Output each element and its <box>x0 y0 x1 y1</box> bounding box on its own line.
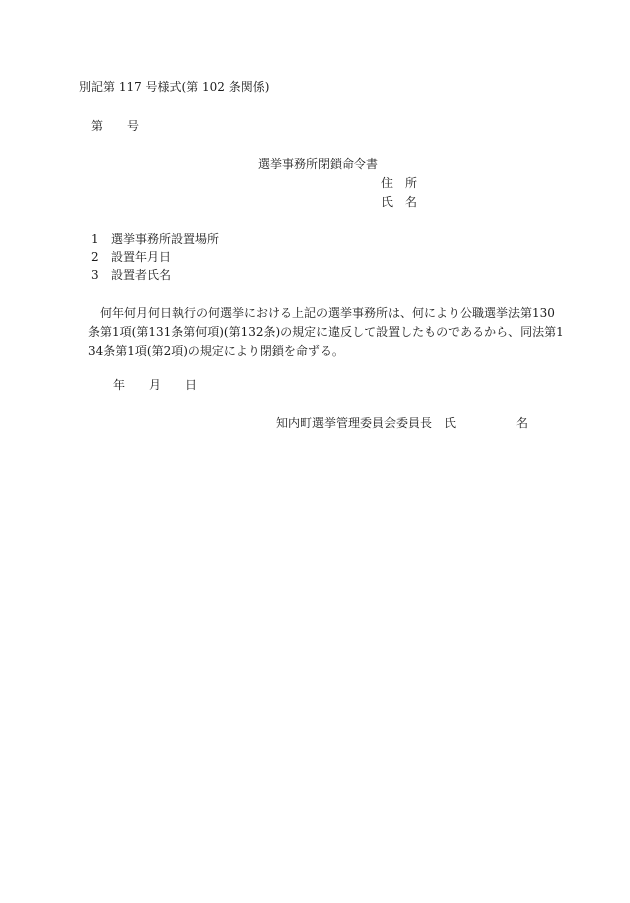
document-title: 選挙事務所閉鎖命令書 <box>258 157 379 171</box>
name-label: 氏 名 <box>381 195 418 209</box>
item-number: 2 <box>91 250 99 264</box>
item-number: 3 <box>91 268 99 282</box>
list-item <box>91 248 219 266</box>
body-line: 条第1項(第131条第何項)(第132条)の規定に違反して設置したものであるから、同法第1 <box>88 325 564 339</box>
body-paragraph <box>88 304 564 361</box>
item-list <box>91 230 219 284</box>
form-reference: 別記第 117 号様式(第 102 条関係) <box>79 80 270 94</box>
date-line: 年 月 日 <box>113 378 198 392</box>
address-label: 住 所 <box>381 176 418 190</box>
document-number: 第 号 <box>91 119 140 133</box>
list-item <box>91 230 219 248</box>
item-text: 選挙事務所設置場所 <box>111 232 220 246</box>
signer-line: 知内町選挙管理委員会委員長 氏 名 <box>276 416 529 430</box>
list-item <box>91 266 219 284</box>
body-line: 34条第1項(第2項)の規定により閉鎖を命ずる。 <box>88 344 344 358</box>
body-line: 何年何月何日執行の何選挙における上記の選挙事務所は、何により公職選挙法第130 <box>100 306 555 320</box>
item-text: 設置年月日 <box>111 250 172 264</box>
item-number: 1 <box>91 232 99 246</box>
item-text: 設置者氏名 <box>111 268 172 282</box>
